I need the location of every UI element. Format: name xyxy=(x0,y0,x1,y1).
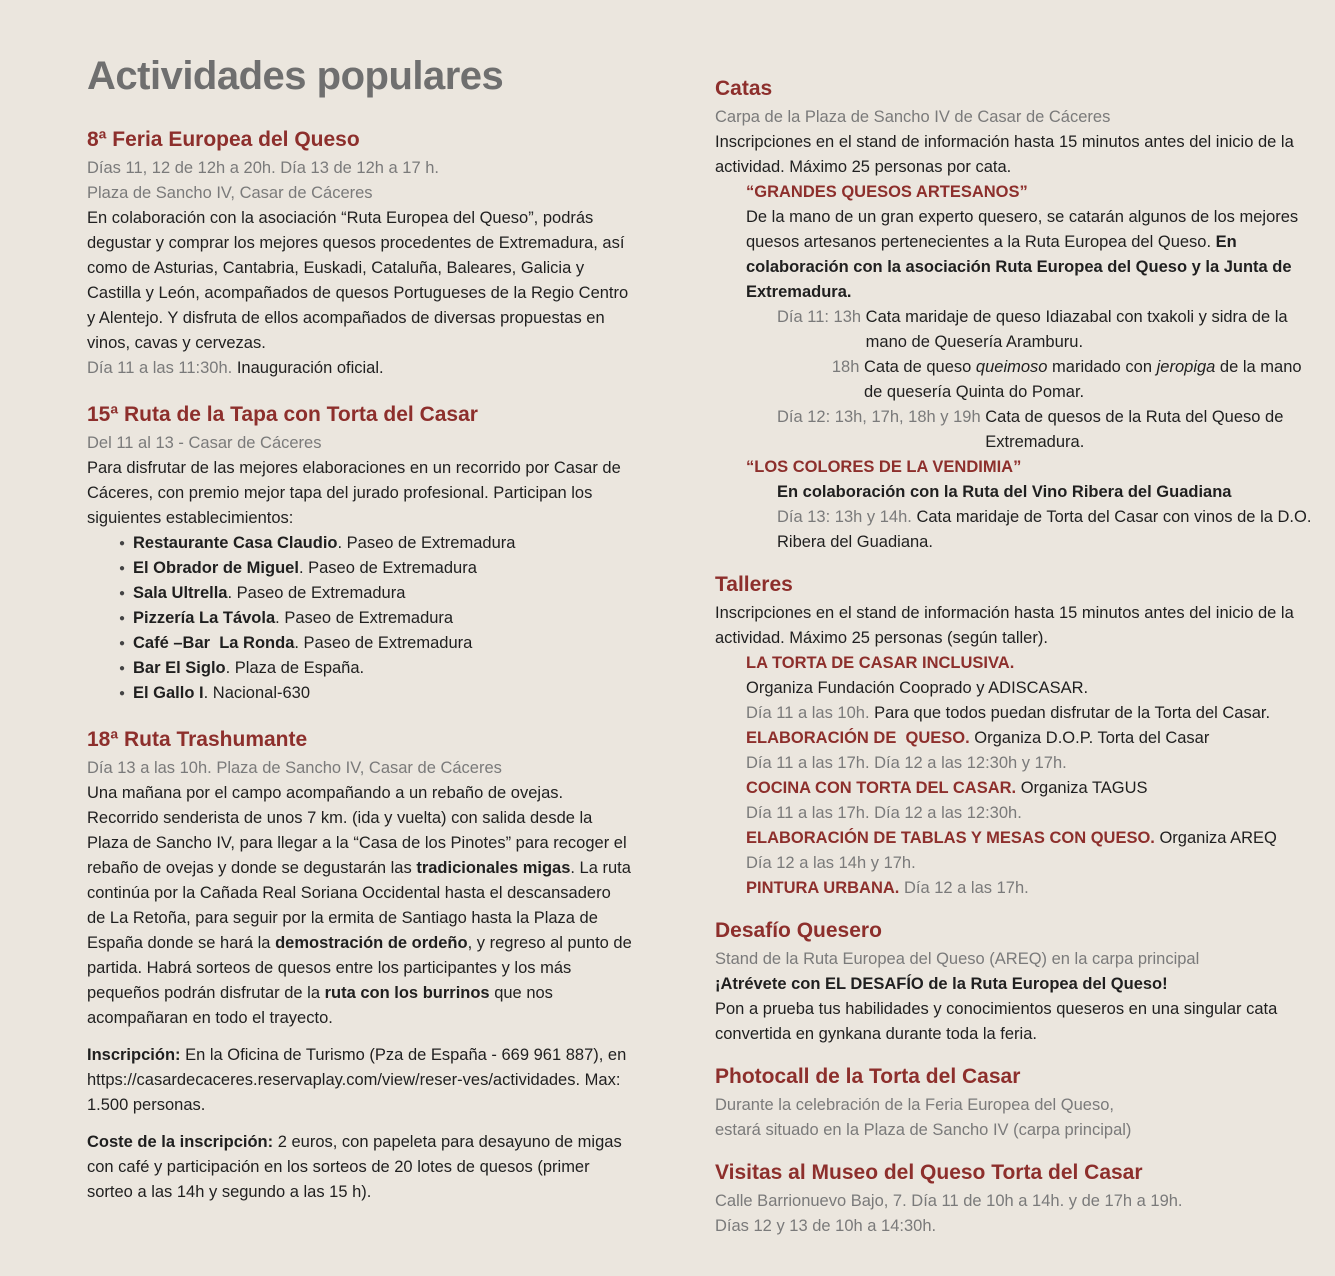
tapa-title: 15ª Ruta de la Tapa con Torta del Casar xyxy=(87,403,478,426)
grandes-quesos-body: De la mano de un gran experto quesero, se catarán algunos de los mejores quesos artesanos pertenecientes a la Ruta Europea del Queso. En colaboración con la asociación Ruta Europea del Queso y la Junta de Extremadura. xyxy=(746,208,1299,301)
photocall-title: Photocall de la Torta del Casar xyxy=(715,1065,1021,1088)
desafio-body: Pon a prueba tus habilidades y conocimientos queseros en una singular cata convertida en gynkana durante toda la feria. xyxy=(715,1000,1278,1043)
cata-session: Día 12: 13h, 17h, 18h y 19h Cata de quesos de la Ruta del Queso de Extremadura. xyxy=(777,408,1284,451)
grandes-quesos-title: “GRANDES QUESOS ARTESANOS” xyxy=(746,183,1028,201)
desafio-title: Desafío Quesero xyxy=(715,919,882,942)
museo-section xyxy=(715,1189,1315,1239)
taller-org: Organiza Fundación Cooprado y ADISCASAR. xyxy=(746,679,1089,697)
catas-title: Catas xyxy=(715,77,773,100)
trashumante-body: Una mañana por el campo acompañando a un rebaño de ovejas. Recorrido senderista de unos 7 km. (ida y vuelta) con salida desde la Plaza de Sancho IV, para llegar a la “Casa de los Pinotes” para recoger el rebaño de ovejas y donde se degustarán las tradicionales migas. La ruta continúa por la Cañada Real Soriana Occidental hasta el descansadero de La Retoña, para seguir por la ermita de Santiago hasta la Plaza de España donde se hará la demostración de ordeño, y regreso al punto de partida. Habrá sorteos de quesos entre los participantes y los más pequeños podrán disfrutar de la ruta con los burrinos que nos acompañaran en todo el trayecto. xyxy=(87,784,632,1027)
taller-title-line: COCINA CON TORTA DEL CASAR. Organiza TAGUS xyxy=(746,779,1148,797)
inauguration-text: Inauguración oficial. xyxy=(236,359,384,377)
feria-inauguration xyxy=(87,356,632,381)
feria-title: 8ª Feria Europea del Queso xyxy=(87,128,360,151)
desafio-where: Stand de la Ruta Europea del Queso (AREQ) en la carpa principal xyxy=(715,950,1200,968)
feria-when: Días 11, 12 de 12h a 20h. Día 13 de 12h a 17 h. xyxy=(87,159,439,177)
list-item: ● El Gallo I. Nacional-630 xyxy=(119,681,632,706)
list-item: ● Pizzería La Távola. Paseo de Extremadura xyxy=(119,606,632,631)
museo-title: Visitas al Museo del Queso Torta del Casar xyxy=(715,1161,1143,1184)
photocall-section xyxy=(715,1093,1315,1143)
list-item: ● Bar El Siglo. Plaza de España. xyxy=(119,656,632,681)
catas-section xyxy=(715,105,1315,555)
desafio-callout: ¡Atrévete con EL DESAFÍO de la Ruta Europea del Queso! xyxy=(715,975,1168,993)
taller-time: Día 12 a las 14h y 17h. xyxy=(746,854,916,872)
talleres-section xyxy=(715,601,1315,901)
talleres-title: Talleres xyxy=(715,573,793,596)
feria-section xyxy=(87,156,632,381)
establishment-list xyxy=(87,531,632,706)
cost-info: Coste de la inscripción: 2 euros, con papeleta para desayuno de migas con café y participación en los sorteos de 20 lotes de quesos (primer sorteo a las 14h y segundo a las 15 h). xyxy=(87,1133,622,1201)
taller-title-line: PINTURA URBANA. Día 12 a las 17h. xyxy=(746,879,1029,897)
inauguration-time: Día 11 a las 11:30h. xyxy=(87,359,233,377)
taller-title: LA TORTA DE CASAR INCLUSIVA. xyxy=(746,654,1015,672)
trashumante-title: 18ª Ruta Trashumante xyxy=(87,728,308,751)
inscription-info: Inscripción: En la Oficina de Turismo (Pza de España - 669 961 887), en https://casardecaceres.reservaplay.com/view/reser-ves/actividades. Max: 1.500 personas. xyxy=(87,1046,627,1114)
list-item: ● Café –Bar La Ronda. Paseo de Extremadura xyxy=(119,631,632,656)
desafio-section xyxy=(715,947,1315,1047)
list-item: ● El Obrador de Miguel. Paseo de Extremadura xyxy=(119,556,632,581)
cata-session: Día 11: 13h Cata maridaje de queso Idiazabal con txakoli y sidra de la mano de Quesería Aramburu. xyxy=(777,308,1288,351)
taller-time: Día 11 a las 17h. Día 12 a las 12:30h y 17h. xyxy=(746,754,1067,772)
taller-title-line: ELABORACIÓN DE TABLAS Y MESAS CON QUESO. Organiza AREQ xyxy=(746,829,1277,847)
colores-vendimia-title: “LOS COLORES DE LA VENDIMIA” xyxy=(746,458,1022,476)
page-title: Actividades populares xyxy=(87,54,504,98)
photocall-line: estará situado en la Plaza de Sancho IV (carpa principal) xyxy=(715,1121,1132,1139)
colores-vendimia-session: Día 13: 13h y 14h. Cata maridaje de Torta del Casar con vinos de la D.O. Ribera del Guadiana. xyxy=(777,508,1312,551)
taller-title-line: ELABORACIÓN DE QUESO. Organiza D.O.P. Torta del Casar xyxy=(746,729,1210,747)
feria-where: Plaza de Sancho IV, Casar de Cáceres xyxy=(87,184,373,202)
talleres-body: Inscripciones en el stand de información hasta 15 minutos antes del inicio de la actividad. Máximo 25 personas (según taller). xyxy=(715,604,1294,647)
colores-vendimia-collab: En colaboración con la Ruta del Vino Ribera del Guadiana xyxy=(777,483,1232,501)
taller-time: Día 11 a las 17h. Día 12 a las 12:30h. xyxy=(746,804,1022,822)
list-item: ● Restaurante Casa Claudio. Paseo de Extremadura xyxy=(119,531,632,556)
trashumante-section xyxy=(87,756,632,1205)
tapa-body: Para disfrutar de las mejores elaboraciones en un recorrido por Casar de Cáceres, con premio mejor tapa del jurado profesional. Participan los siguientes establecimientos: xyxy=(87,459,621,527)
museo-line: Calle Barrionuevo Bajo, 7. Día 11 de 10h a 14h. y de 17h a 19h. xyxy=(715,1192,1183,1210)
catas-body: Inscripciones en el stand de información hasta 15 minutos antes del inicio de la actividad. Máximo 25 personas por cata. xyxy=(715,133,1294,176)
museo-line: Días 12 y 13 de 10h a 14:30h. xyxy=(715,1217,937,1235)
trashumante-when: Día 13 a las 10h. Plaza de Sancho IV, Casar de Cáceres xyxy=(87,759,502,777)
feria-body: En colaboración con la asociación “Ruta Europea del Queso”, podrás degustar y comprar los mejores quesos procedentes de Extremadura, así como de Asturias, Cantabria, Euskadi, Cataluña, Baleares, Galicia y Castilla y León, acompañados de quesos Portugueses de la Regio Centro y Alentejo. Y disfruta de ellos acompañados de diversas propuestas en vinos, cavas y cervezas. xyxy=(87,209,629,352)
cata-session: 18h Cata de queso queimoso maridado con jeropiga de la mano de quesería Quinta do Pomar. xyxy=(831,358,1302,401)
photocall-line: Durante la celebración de la Feria Europea del Queso, xyxy=(715,1096,1114,1114)
list-item: ● Sala Ultrella. Paseo de Extremadura xyxy=(119,581,632,606)
taller-time: Día 11 a las 10h. Para que todos puedan disfrutar de la Torta del Casar. xyxy=(746,704,1271,722)
tapa-when: Del 11 al 13 - Casar de Cáceres xyxy=(87,434,322,452)
tapa-section xyxy=(87,431,632,706)
catas-where: Carpa de la Plaza de Sancho IV de Casar de Cáceres xyxy=(715,108,1111,126)
